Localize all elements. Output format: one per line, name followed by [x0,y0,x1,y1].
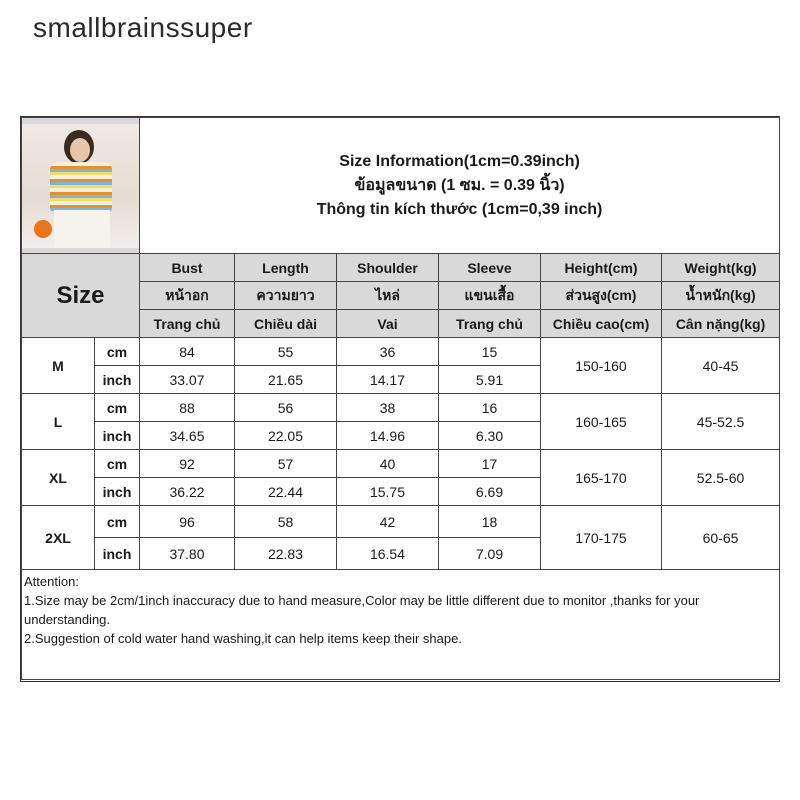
col-header-weight: Weight(kg) [662,254,780,282]
size-name: XL [22,450,95,506]
shoulder-cm: 42 [337,506,439,538]
shoulder-cm: 40 [337,450,439,478]
sleeve-inch: 6.69 [439,478,541,506]
col-header-length: Length [235,254,337,282]
header-thai: ข้อมูลขนาด (1 ซม. = 0.39 นิ้ว) [354,176,565,194]
sleeve-inch: 5.91 [439,366,541,394]
size-name: 2XL [22,506,95,570]
table-row [22,394,780,422]
bust-cm: 84 [140,338,235,366]
bust-inch: 33.07 [140,366,235,394]
length-cm: 56 [235,394,337,422]
bust-inch: 34.65 [140,422,235,450]
unit-label: cm [95,450,140,478]
shoulder-cm: 36 [337,338,439,366]
unit-label: inch [95,422,140,450]
height-range: 165-170 [541,450,662,506]
weight-range: 60-65 [662,506,780,570]
col-header-height-th: ส่วนสูง(cm) [541,282,662,310]
bust-cm: 92 [140,450,235,478]
product-photo-cell [22,118,140,254]
size-table [21,117,780,680]
col-header-shoulder: Shoulder [337,254,439,282]
size-label: Size [22,254,140,338]
col-header-bust-vi: Trang chủ [140,310,235,338]
height-range: 150-160 [541,338,662,394]
col-header-sleeve-th: แขนเสื้อ [439,282,541,310]
col-header-shoulder-th: ไหล่ [337,282,439,310]
col-header-height: Height(cm) [541,254,662,282]
sleeve-inch: 7.09 [439,538,541,570]
col-header-length-vi: Chiều dài [235,310,337,338]
attention-notes [22,570,780,680]
bust-inch: 36.22 [140,478,235,506]
col-header-weight-th: น้ำหนัก(kg) [662,282,780,310]
weight-range: 45-52.5 [662,394,780,450]
col-header-sleeve-vi: Trang chủ [439,310,541,338]
unit-label: inch [95,478,140,506]
attention-title: Attention: [24,574,79,589]
unit-label: cm [95,394,140,422]
col-header-shoulder-vi: Vai [337,310,439,338]
col-header-length-th: ความยาว [235,282,337,310]
bust-inch: 37.80 [140,538,235,570]
length-inch: 22.05 [235,422,337,450]
col-header-weight-vi: Cân nặng(kg) [662,310,780,338]
product-photo [22,124,140,248]
length-cm: 58 [235,506,337,538]
table-row [22,338,780,366]
col-header-bust-th: หน้าอก [140,282,235,310]
sleeve-cm: 17 [439,450,541,478]
shoulder-inch: 14.96 [337,422,439,450]
attention-note-2: 2.Suggestion of cold water hand washing,it can help items keep their shape. [24,631,462,646]
size-info-header [140,118,780,254]
size-chart [20,116,780,682]
length-inch: 22.83 [235,538,337,570]
sleeve-cm: 15 [439,338,541,366]
header-vietnamese: Thông tin kích thước (1cm=0,39 inch) [316,200,603,218]
unit-label: cm [95,338,140,366]
col-header-sleeve: Sleeve [439,254,541,282]
shoulder-inch: 15.75 [337,478,439,506]
shoulder-inch: 14.17 [337,366,439,394]
sleeve-cm: 18 [439,506,541,538]
length-cm: 55 [235,338,337,366]
shoulder-cm: 38 [337,394,439,422]
size-name: M [22,338,95,394]
table-row [22,450,780,478]
unit-label: cm [95,506,140,538]
attention-note-1: 1.Size may be 2cm/1inch inaccuracy due to hand measure,Color may be little different due to monitor ,thanks for your understanding. [24,593,700,627]
col-header-bust: Bust [140,254,235,282]
bust-cm: 96 [140,506,235,538]
col-header-height-vi: Chiều cao(cm) [541,310,662,338]
length-cm: 57 [235,450,337,478]
unit-label: inch [95,538,140,570]
shoulder-inch: 16.54 [337,538,439,570]
length-inch: 21.65 [235,366,337,394]
table-row [22,506,780,538]
unit-label: inch [95,366,140,394]
size-name: L [22,394,95,450]
store-watermark: smallbrainssuper [33,12,253,43]
height-range: 170-175 [541,506,662,570]
sleeve-inch: 6.30 [439,422,541,450]
header-english: Size Information(1cm=0.39inch) [339,152,580,170]
sleeve-cm: 16 [439,394,541,422]
bust-cm: 88 [140,394,235,422]
height-range: 160-165 [541,394,662,450]
weight-range: 52.5-60 [662,450,780,506]
weight-range: 40-45 [662,338,780,394]
length-inch: 22.44 [235,478,337,506]
